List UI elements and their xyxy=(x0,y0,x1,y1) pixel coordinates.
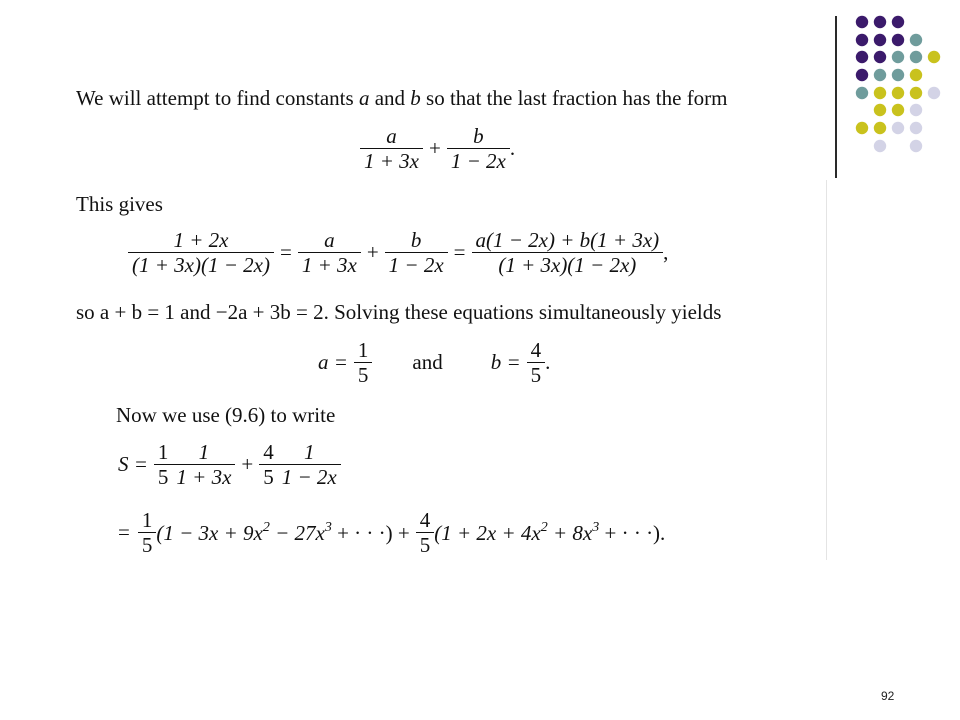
page-edge-line xyxy=(826,180,827,560)
series2-t1b: − 27x xyxy=(269,520,325,545)
gives-lhs-num: 1 + 2x xyxy=(128,228,274,253)
series2-t2a: (1 + 2x + 4x xyxy=(434,520,541,545)
series1-f1 xyxy=(172,440,235,489)
now-text: Now we use (9.6) to write xyxy=(116,403,336,427)
decor-dot xyxy=(892,122,904,134)
series1-c1-den: 5 xyxy=(157,465,169,490)
series1-c1-num: 1 xyxy=(154,440,173,465)
form-equation xyxy=(360,124,515,173)
gives-equation xyxy=(128,228,668,277)
gives-rhs-den: (1 + 3x)(1 − 2x) xyxy=(498,253,637,278)
form-end: . xyxy=(509,136,516,161)
form-plus: + xyxy=(429,136,441,161)
decor-dot xyxy=(874,34,886,46)
form-fraction-a xyxy=(360,124,423,173)
series1-f1-num: 1 xyxy=(172,440,235,465)
solution-a-den: 5 xyxy=(357,363,369,388)
series2-t1c: + · · ·) + xyxy=(331,520,410,545)
series1-f2-num: 1 xyxy=(278,440,341,465)
decor-dot xyxy=(874,104,886,116)
decor-dot xyxy=(856,69,868,81)
decor-dot xyxy=(874,69,886,81)
series1-c2 xyxy=(259,440,278,489)
gives-b-num: b xyxy=(385,228,448,253)
series1-f2 xyxy=(278,440,341,489)
so-text: so a + b = 1 and −2a + 3b = 2. Solving these equations simultaneously yields xyxy=(76,300,722,324)
solution-a-fraction xyxy=(354,338,373,387)
decor-dot xyxy=(892,69,904,81)
series2-eq: = xyxy=(118,520,130,545)
decor-dot xyxy=(874,140,886,152)
series1-f2-den: 1 − 2x xyxy=(281,465,337,490)
decor-dot xyxy=(874,87,886,99)
decor-dot xyxy=(892,51,904,63)
series2-c2 xyxy=(416,508,435,557)
form-a-den: 1 + 3x xyxy=(364,149,419,174)
series2-c2-num: 4 xyxy=(416,508,435,533)
decor-dot xyxy=(856,34,868,46)
decor-dot xyxy=(856,122,868,134)
solution-a-lhs: a = xyxy=(318,350,348,375)
decor-dot xyxy=(910,140,922,152)
decor-dot xyxy=(910,34,922,46)
intro-post: so that the last fraction has the form xyxy=(420,86,728,110)
series2-t1-exp3: 3 xyxy=(324,519,332,535)
decor-dot xyxy=(910,122,922,134)
decor-dot xyxy=(910,87,922,99)
intro-mid: and xyxy=(369,86,411,110)
series2-t2b: + 8x xyxy=(547,520,593,545)
decor-dot xyxy=(910,104,922,116)
decor-dot xyxy=(856,87,868,99)
gives-rhs-num: a(1 − 2x) + b(1 + 3x) xyxy=(472,228,664,253)
gives-eq-2: = xyxy=(453,240,466,265)
series2-t2-exp2: 2 xyxy=(540,519,548,535)
series2-c2-den: 5 xyxy=(419,533,431,558)
this-gives-text: This gives xyxy=(76,192,163,216)
form-a-num: a xyxy=(360,124,423,149)
solution-end: . xyxy=(545,350,551,375)
series2-c1 xyxy=(138,508,157,557)
series2-t2-exp3: 3 xyxy=(592,519,600,535)
decor-dot xyxy=(856,16,868,28)
series2-term2 xyxy=(434,520,665,546)
intro-text xyxy=(76,86,728,111)
series2-term1 xyxy=(156,520,409,546)
intro-var-b: b xyxy=(410,86,421,110)
decor-dot xyxy=(874,16,886,28)
series2-t1-exp2: 2 xyxy=(262,519,270,535)
gives-lhs-fraction xyxy=(128,228,274,277)
solution-equation xyxy=(318,338,550,387)
decor-dot xyxy=(910,69,922,81)
series-equation-1 xyxy=(118,440,341,489)
intro-var-a: a xyxy=(358,86,370,110)
series2-t1a: (1 − 3x + 9x xyxy=(156,520,263,545)
page-number: 92 xyxy=(881,689,895,703)
decor-dot xyxy=(928,87,940,99)
solution-b-fraction xyxy=(527,338,546,387)
decor-dot xyxy=(892,16,904,28)
gives-end: , xyxy=(663,240,669,265)
form-b-den: 1 − 2x xyxy=(450,149,506,174)
series-equation-2 xyxy=(118,508,665,557)
series1-c1 xyxy=(154,440,173,489)
decor-dot xyxy=(910,51,922,63)
series1-c2-num: 4 xyxy=(259,440,278,465)
and-word: and xyxy=(412,350,443,375)
solution-b-num: 4 xyxy=(527,338,546,363)
form-fraction-b xyxy=(447,124,510,173)
series1-plus: + xyxy=(241,452,254,477)
gives-b-den: 1 − 2x xyxy=(388,253,444,278)
gives-rhs-fraction xyxy=(472,228,664,277)
decor-dot xyxy=(892,34,904,46)
gives-a-num: a xyxy=(298,228,361,253)
decor-dot xyxy=(874,51,886,63)
solution-a-num: 1 xyxy=(354,338,373,363)
series2-c1-den: 5 xyxy=(141,533,153,558)
decorative-vertical-line xyxy=(835,16,837,178)
intro-pre: We will attempt to find constants xyxy=(76,86,359,110)
series1-f1-den: 1 + 3x xyxy=(176,465,232,490)
gives-eq-1: = xyxy=(279,240,292,265)
gives-lhs-den: (1 + 3x)(1 − 2x) xyxy=(132,253,270,278)
gives-a-den: 1 + 3x xyxy=(301,253,357,278)
gives-plus: + xyxy=(366,240,379,265)
gives-a-fraction xyxy=(298,228,361,277)
solution-b-den: 5 xyxy=(530,363,542,388)
decor-dot xyxy=(928,51,940,63)
decor-dot xyxy=(892,104,904,116)
form-b-num: b xyxy=(447,124,510,149)
series1-c2-den: 5 xyxy=(263,465,274,490)
series2-t2c: + · · ·). xyxy=(599,520,666,545)
gives-b-fraction xyxy=(385,228,448,277)
solution-b-lhs: b = xyxy=(490,350,521,375)
series1-lhs: S = xyxy=(118,452,148,477)
decor-dot xyxy=(856,51,868,63)
decor-dot xyxy=(874,122,886,134)
decor-dot xyxy=(892,87,904,99)
series2-c1-num: 1 xyxy=(138,508,157,533)
